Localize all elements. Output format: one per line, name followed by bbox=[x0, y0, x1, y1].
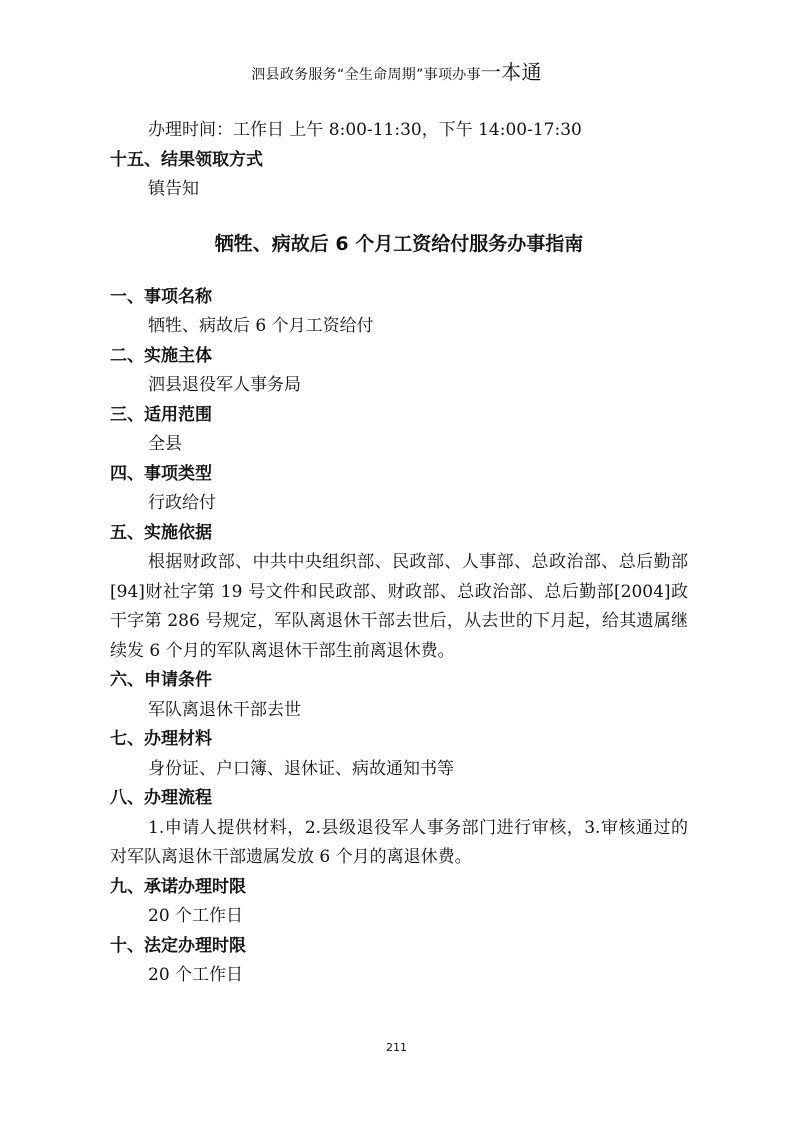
section-7-heading: 七、办理材料 bbox=[110, 729, 212, 749]
section-8-body: 1.申请人提供材料，2.县级退役军人事务部门进行审核，3.审核通过的对军队离退休干部遗属发放 6 个月的离退休费。 bbox=[110, 817, 688, 867]
section-2-body: 泗县退役军人事务局 bbox=[148, 375, 301, 395]
section-6-body: 军队离退休干部去世 bbox=[148, 699, 301, 720]
header-text: 泗县政务服务“全生命周期”事项办事 bbox=[251, 67, 481, 83]
section-3-heading: 三、适用范围 bbox=[110, 404, 212, 425]
section-15-heading: 十五、结果领取方式 bbox=[110, 149, 263, 170]
section-2-heading: 二、实施主体 bbox=[110, 345, 212, 366]
office-hours: 办理时间：工作日 上午 8:00-11:30，下午 14:00-17:30 bbox=[148, 120, 582, 140]
section-4-heading: 四、事项类型 bbox=[110, 463, 212, 484]
section-7-body: 身份证、户口簿、退休证、病故通知书等 bbox=[148, 758, 454, 779]
section-8-heading: 八、办理流程 bbox=[110, 788, 212, 808]
section-15-body: 镇告知 bbox=[148, 179, 199, 199]
section-4-body: 行政给付 bbox=[148, 493, 216, 513]
section-10-heading: 十、法定办理时限 bbox=[110, 935, 246, 956]
document-body bbox=[110, 116, 688, 991]
running-header bbox=[0, 56, 793, 85]
section-3-body: 全县 bbox=[148, 434, 182, 454]
guide-title: 牺牲、病故后 6 个月工资给付服务办事指南 bbox=[214, 232, 584, 255]
page-number: 211 bbox=[386, 1041, 407, 1054]
section-5-body: 根据财政部、中共中央组织部、民政部、人事部、总政治部、总后勤部[94]财社字第 19 号文件和民政部、财政部、总政治部、总后勤部[2004]政干字第 286 号规定，军队离退休干部去世后，从去世的下月起，给其遗属继续发 6 个月的军队离退休干部生前离退休费。 bbox=[110, 552, 688, 661]
section-9-body: 20 个工作日 bbox=[148, 906, 244, 926]
section-1-body: 牺牲、病故后 6 个月工资给付 bbox=[148, 316, 374, 336]
section-9-heading: 九、承诺办理时限 bbox=[110, 876, 246, 897]
section-10-body: 20 个工作日 bbox=[148, 965, 244, 985]
section-6-heading: 六、申请条件 bbox=[110, 670, 212, 690]
section-1-heading: 一、事项名称 bbox=[110, 286, 212, 307]
section-5-heading: 五、实施依据 bbox=[110, 522, 212, 543]
header-emphasis: 一本通 bbox=[480, 60, 542, 84]
